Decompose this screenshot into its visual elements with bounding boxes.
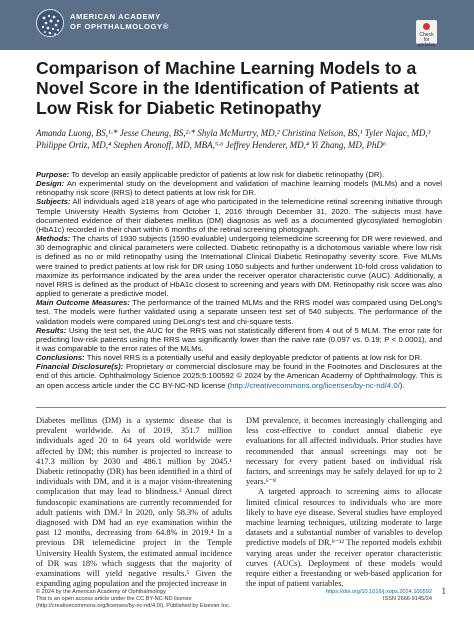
footer-line-2: This is an open access article under the CC BY-NC-ND license (36, 596, 192, 602)
footer-copyright (36, 589, 296, 610)
abstract-subjects (36, 197, 442, 234)
purpose-text: To develop an easily applicable predictor of patients at low risk for diabetic retinopathy (DR). (71, 170, 385, 179)
intro-paragraph-1: Diabetes mellitus (DM) is a systemic disease that is prevalent worldwide. As of 2019, 351.7 million individuals aged 20 to 64 years old worldwide were affected by DM; this number is projected to increase to 417.3 million by 2030 and 486.1 million by 2045.¹ Diabetic retinopathy (DR) has been identified in a third of individuals with DM, and it is a major vision-threatening complication that may lead to blindness.² Annual direct fundoscopic examinations are currently recommended for adult patients with DM.³ In 2020, only 58.3% of adults diagnosed with DM had an eye examination within the past 12 months, decreasing from 64.8% in 2019.⁴ In a previous DR telemedicine project in the Temple University Health System, the estimated annual incidence of DR was 18% which suggests that the majority of examinations will yield negative results.⁵ Given the expanding aging population and the projected increase in (36, 416, 232, 589)
body-column-right (246, 416, 442, 589)
conclusions-text: This novel RRS is a potentially useful and easily deployable predictor of patients at low risk for DR. (86, 353, 423, 363)
subjects-heading: Subjects: (36, 197, 71, 207)
abstract-methods (36, 234, 442, 298)
abstract-conclusions (36, 353, 442, 362)
disclosures-text: Proprietary or commercial disclosure may be found in the Footnotes and Disclosures at the end of this article. Ophthalmology Science 2025;5:100592 © 2024 by the American Academy of Ophthalmology. This is an open access article under the CC BY-NC-ND license ( (36, 362, 442, 390)
abstract (36, 170, 442, 390)
footer-line-3[interactable]: (http://creativecommons.org/licenses/by-nc-nd/4.0/). Published by Elsevier Inc. (36, 603, 231, 609)
purpose-heading: Purpose: (36, 170, 70, 179)
abstract-outcome (36, 298, 442, 325)
update-icon (423, 23, 430, 30)
section-divider (36, 407, 446, 408)
footer-ids (302, 589, 432, 603)
outcome-text: The performance of the trained MLMs and the RRS model was compared using DeLong's test. The models were further validated using a separate unseen test set of 540 subjects. The performance of the validation models were compared using DeLong's test and chi-square tests. (36, 298, 442, 326)
methods-heading: Methods: (36, 234, 71, 244)
subjects-text: All individuals aged ≥18 years of age who participated in the telemedicine retinal screening initiative through Temple University Health Systems from October 1, 2016 through December 31, 2020. The subjects must have documented evidence of their diabetes mellitus (DM) diagnosis as well as a documented glycosylated hemoglobin (HbA1c) recorded in their chart within 6 months of the retinal screening photograph. (36, 197, 442, 234)
disclosures-heading: Financial Disclosure(s): (36, 362, 124, 372)
issn: ISSN 2666-9145/24 (382, 596, 432, 602)
footer-line-1: © 2024 by the American Academy of Ophthalmology (36, 589, 166, 595)
author-list: Amanda Luong, BS,¹·* Jesse Cheung, BS,²·* Shyla McMurtry, MD,² Christina Nelson, BS,¹ Tyler Najac, MD,³ Philippe Ortiz, MD,⁴ Stephen Aronoff, MD, MBA,⁵·⁶ Jeffrey Henderer, MD,⁴ Yi Zhang, MD, PhD⁶ (36, 128, 431, 150)
license-link[interactable]: http://creativecommons.org/licenses/by-nc-nd/4.0/ (230, 380, 400, 390)
org-name-line1: AMERICAN ACADEMY (70, 12, 161, 21)
check-for-updates-badge[interactable] (416, 20, 437, 48)
outcome-heading: Main Outcome Measures: (36, 298, 130, 308)
intro-paragraph-2: DM prevalence, it becomes increasingly challenging and less cost-effective to conduct annual diabetic eye evaluations for all affected individuals. Prior studies have recommended that annual screenings may not be necessary for every patient based on individual risk factors, and screenings may be safely delayed for up to 2 years.⁶⁻⁸ (246, 416, 442, 487)
abstract-purpose (36, 170, 442, 179)
journal-header (0, 0, 474, 50)
abstract-results (36, 326, 442, 353)
design-text: An experimental study on the development and validation of machine learning models (MLMs) and a novel retinopathy risk score (RRS) to detect patients at low risk for DR. (36, 179, 442, 198)
page-number: 1 (441, 586, 446, 596)
doi-link[interactable]: https://doi.org/10.1016/j.xops.2024.100592 (325, 589, 432, 595)
conclusions-heading: Conclusions: (36, 353, 85, 363)
disclosures-end: ). (399, 380, 405, 390)
methods-text: The charts of 1930 subjects (1590 evaluable) undergoing telemedicine screening for DR were reviewed, and 30 demographic and clinical parameters were collected. Diabetic retinopathy is a dichotomous variable where low risk is defined as no or mild retinopathy using the International Clinical Diabetic Retinopathy severity score. Five MLMs were trained to predict patients at low risk for DR using 1050 subjects and further underwent 10-fold cross validation to maximize its performance indicated by the area under the receiver operator characteristic curve (AUC). Additionally, a novel RRS is defined as the product of HbA1c closest to screening and years with DM. Retinopathy risk score was also applied to generate a predictive model. (36, 234, 443, 299)
body-column-left (36, 416, 232, 589)
abstract-design (36, 179, 442, 197)
design-heading: Design: (36, 179, 65, 189)
org-name (70, 12, 169, 32)
intro-paragraph-3: A targeted approach to screening aims to allocate limited clinical resources to individuals who are more likely to have eye disease. Several studies have employed machine learning techniques, utilizing moderate to large datasets and a substantial number of variables to develop predictive models of DR.⁹⁻¹² The reported models exhibit varying areas under the receiver operator characteristic curves (AUCs). Deployment of these models would require either a freestanding or web-based application for the input of patient variables. (246, 487, 442, 589)
aao-logo-mark (37, 10, 64, 37)
org-name-line2: OF OPHTHALMOLOGY® (70, 22, 169, 31)
article-title: Comparison of Machine Learning Models to a Novel Score in the Identification of Patients at Low Risk for Diabetic Retinopathy (36, 58, 420, 118)
results-heading: Results: (36, 325, 67, 335)
results-text: Using the test set, the AUC for the RRS was not statistically different from 4 out of 5 MLM. The error rate for predicting low-risk patients using the RRS was significantly lower than the naive rate (0.097 vs. 0.19; P < 0.0001), and it was comparable to the error rates of the MLMs. (36, 325, 443, 353)
aao-logo (36, 9, 64, 37)
abstract-disclosures (36, 362, 442, 389)
badge-label: Check for updates (417, 32, 436, 48)
